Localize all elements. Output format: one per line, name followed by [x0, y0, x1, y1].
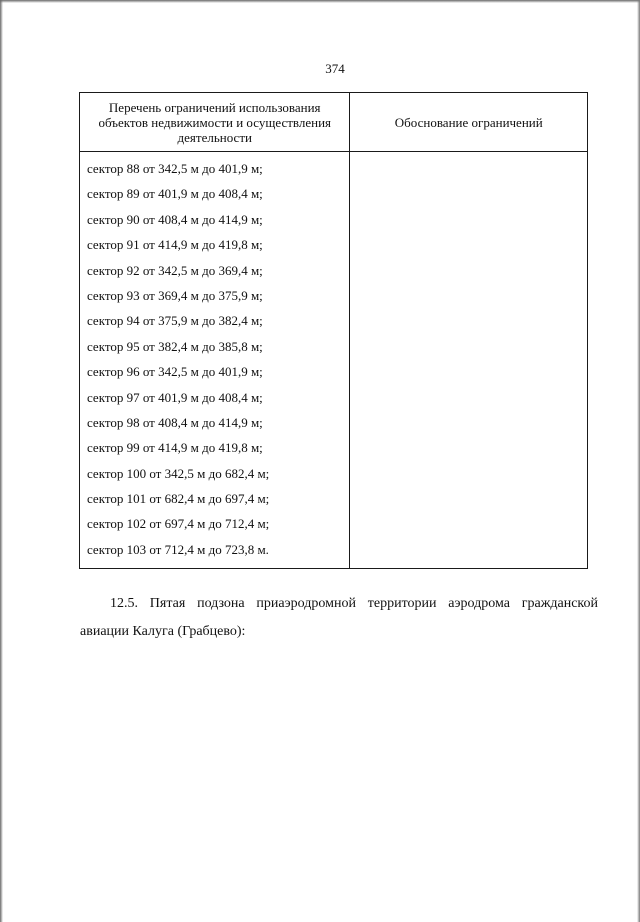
- sector-item: сектор 101 от 682,4 м до 697,4 м;: [87, 491, 270, 507]
- sector-item: сектор 103 от 712,4 м до 723,8 м.: [87, 541, 269, 557]
- sector-item: сектор 95 от 382,4 м до 385,8 м;: [87, 338, 263, 354]
- sector-item: сектор 89 от 401,9 м до 408,4 м;: [87, 186, 263, 202]
- sector-item: сектор 93 от 369,4 м до 375,9 м;: [87, 287, 263, 303]
- page-number: 374: [325, 61, 345, 76]
- scan-edge-left: [0, 0, 3, 922]
- restrictions-table: [79, 92, 588, 569]
- sector-item: сектор 88 от 342,5 м до 401,9 м;: [87, 161, 263, 176]
- sector-item: сектор 97 от 401,9 м до 408,4 м;: [87, 389, 263, 405]
- sector-item: сектор 92 от 342,5 м до 369,4 м;: [87, 262, 263, 278]
- sector-item: сектор 94 от 375,9 м до 382,4 м;: [87, 313, 263, 329]
- section-line-2: авиации Калуга (Грабцево):: [80, 624, 246, 639]
- sector-item: сектор 90 от 408,4 м до 414,9 м;: [87, 211, 263, 227]
- table-header-row: [80, 93, 588, 152]
- sector-item: сектор 98 от 408,4 м до 414,9 м;: [87, 414, 263, 430]
- sector-list-cell: [80, 152, 350, 569]
- header-restrictions-list: Перечень ограничений использования объектов недвижимости и осуществления деятельности: [80, 93, 350, 152]
- sector-item: сектор 99 от 414,9 м до 419,8 м;: [87, 440, 263, 456]
- section-paragraph: [80, 590, 598, 646]
- scan-edge-top: [0, 0, 640, 3]
- section-line-1: 12.5. Пятая подзона приаэродромной территории аэродрома гражданской: [110, 596, 598, 611]
- sector-item: сектор 102 от 697,4 м до 712,4 м;: [87, 516, 270, 532]
- sector-item: сектор 91 от 414,9 м до 419,8 м;: [87, 237, 263, 253]
- sector-item: сектор 100 от 342,5 м до 682,4 м;: [87, 465, 270, 481]
- header-restrictions-basis: Обоснование ограничений: [350, 93, 588, 152]
- sector-list: [80, 152, 349, 568]
- sector-item: сектор 96 от 342,5 м до 401,9 м;: [87, 364, 263, 380]
- table-body-row: [80, 152, 588, 569]
- basis-cell: [350, 152, 588, 569]
